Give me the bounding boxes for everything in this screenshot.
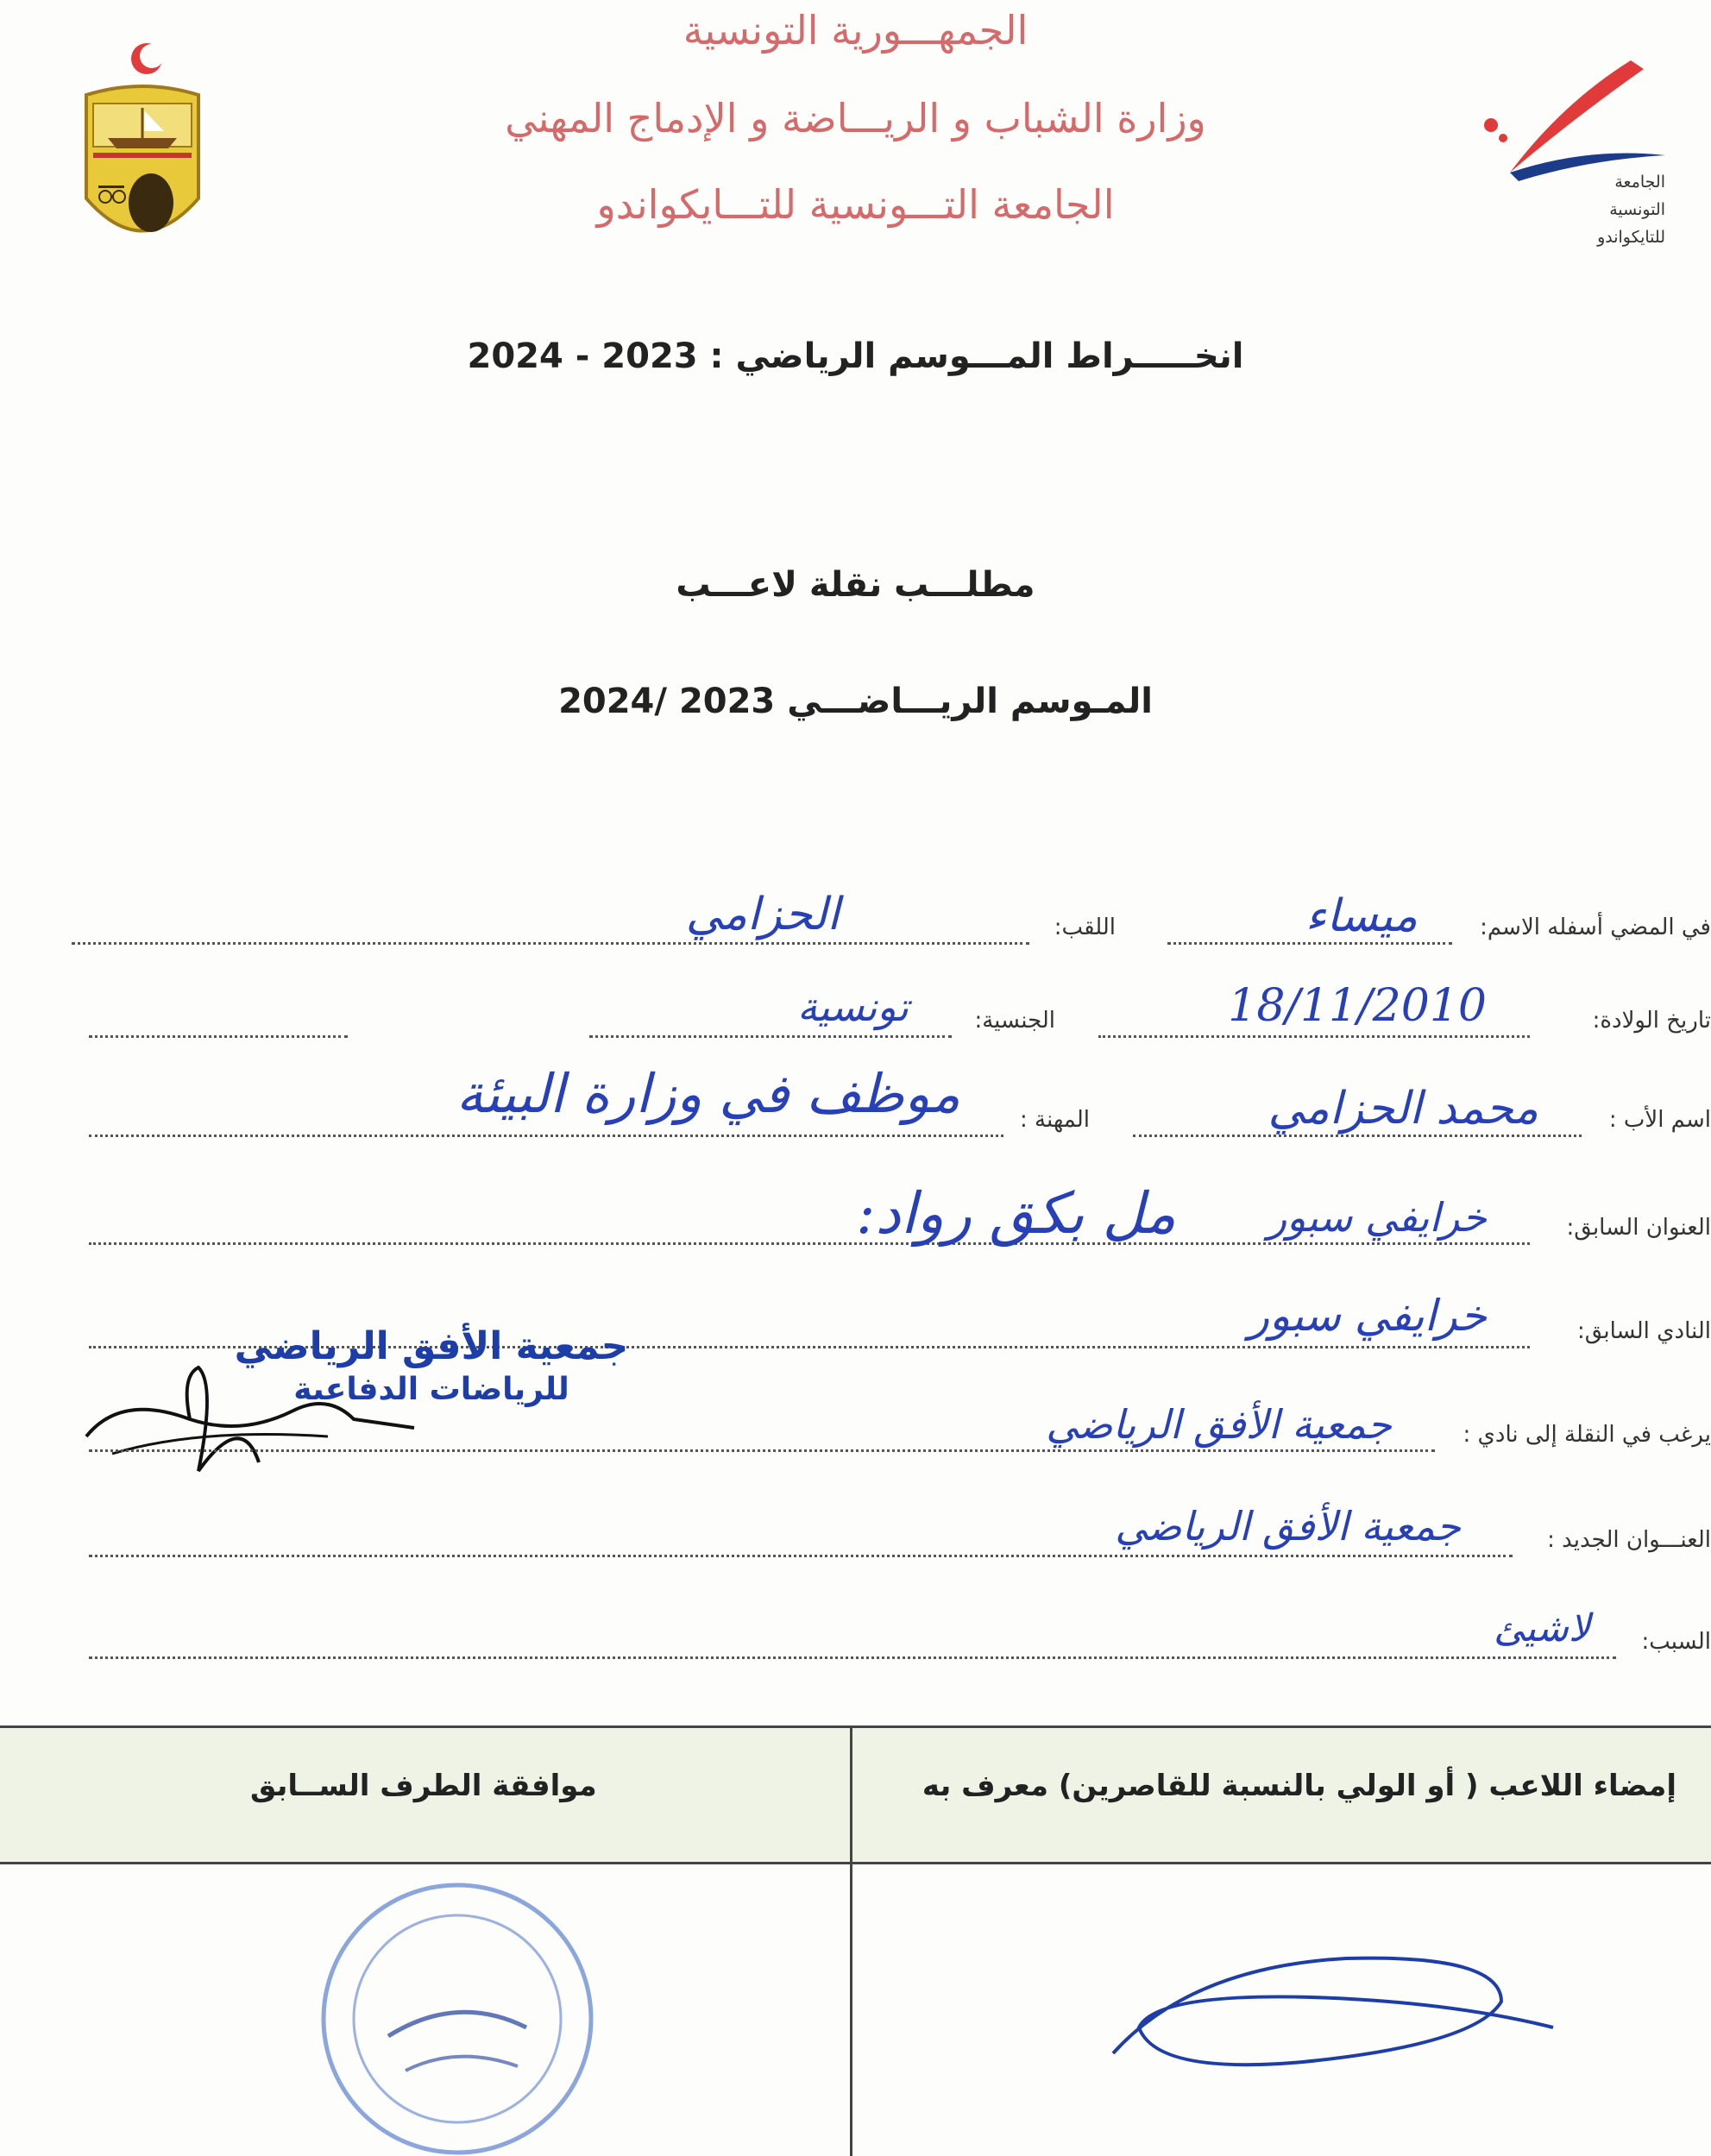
season-title: المـوسم الريـــاضـــي 2023 /2024 — [558, 682, 1153, 721]
logo-line-2: التونسية — [1609, 200, 1665, 219]
row-name — [35, 889, 1711, 958]
father-value[interactable]: محمد الحزامي — [1268, 1083, 1538, 1135]
name-value[interactable]: ميساء — [1305, 890, 1418, 942]
federation-logo-icon — [1458, 52, 1674, 181]
new-club-value[interactable]: جمعية الأفق الرياضي — [1046, 1401, 1392, 1448]
logo-line-1: الجامعة — [1614, 173, 1665, 192]
old-address-label: العنوان السابق: — [1566, 1215, 1711, 1241]
federation-header: الجامعة التـــونسية للتـــايكواندو — [596, 181, 1115, 228]
nationality-value[interactable]: تونسية — [797, 984, 909, 1030]
nationality-label: الجنسية: — [974, 1008, 1055, 1034]
new-address-label: العنـــوان الجديد : — [1547, 1527, 1711, 1553]
form-title: مطلـــب نقلة لاعـــب — [676, 565, 1035, 605]
row-new-club — [35, 1401, 1711, 1467]
ministry-header: وزارة الشباب و الريـــاضة و الإدماج المهني — [505, 95, 1206, 141]
birth-label: تاريخ الولادة: — [1592, 1008, 1711, 1034]
row-father — [35, 1062, 1711, 1152]
birth-value[interactable]: 18/11/2010 — [1228, 980, 1487, 1032]
republic-header: الجمهـــورية التونسية — [683, 7, 1028, 53]
club-stamp-line-2: للرياضات الدفاعية — [293, 1372, 569, 1407]
name-label: في المضي أسفله الاسم: — [1480, 915, 1711, 940]
surname-label: اللقب: — [1054, 915, 1116, 940]
player-signature-header: إمضاء اللاعب ( أو الولي بالنسبة للقاصرين) معرف به — [922, 1769, 1676, 1803]
surname-value[interactable]: الحزامي — [685, 889, 840, 940]
row-old-address — [35, 1180, 1711, 1260]
previous-approval-header: موافقة الطرف الســابق — [250, 1769, 597, 1803]
old-club-value[interactable]: خرايفي سبور — [1248, 1291, 1487, 1341]
new-club-label: يرغب في النقلة إلى نادي : — [1463, 1422, 1711, 1448]
round-stamp-icon — [311, 1864, 604, 2156]
old-club-label: النادي السابق: — [1576, 1318, 1711, 1344]
profession-label: المهنة : — [1020, 1107, 1090, 1133]
reason-value[interactable]: لاشيئ — [1494, 1606, 1590, 1650]
row-birth — [35, 980, 1711, 1053]
row-reason — [35, 1606, 1711, 1674]
logo-line-3: للتايكواندو — [1597, 228, 1665, 247]
coat-of-arms-icon — [69, 35, 216, 267]
new-address-value[interactable]: جمعية الأفق الرياضي — [1115, 1503, 1461, 1549]
player-signature-icon — [1087, 1915, 1570, 2105]
club-stamp-line-1: جمعية الأفق الرياضي — [234, 1324, 629, 1368]
federation-logo — [1458, 52, 1674, 259]
old-address-value[interactable]: خرايفي سبور — [1267, 1194, 1487, 1241]
reason-label: السبب: — [1641, 1629, 1711, 1655]
profession-value[interactable]: موظف في وزارة البيئة — [456, 1062, 960, 1125]
father-label: اسم الأب : — [1608, 1107, 1711, 1133]
old-address-value-2[interactable]: مل بكق رواد: — [856, 1180, 1176, 1247]
signature-table — [0, 1725, 1711, 2156]
row-new-address — [35, 1503, 1711, 1572]
registration-title: انخـــــراط المـــوسم الرياضي : 2023 - 2024 — [467, 336, 1244, 376]
